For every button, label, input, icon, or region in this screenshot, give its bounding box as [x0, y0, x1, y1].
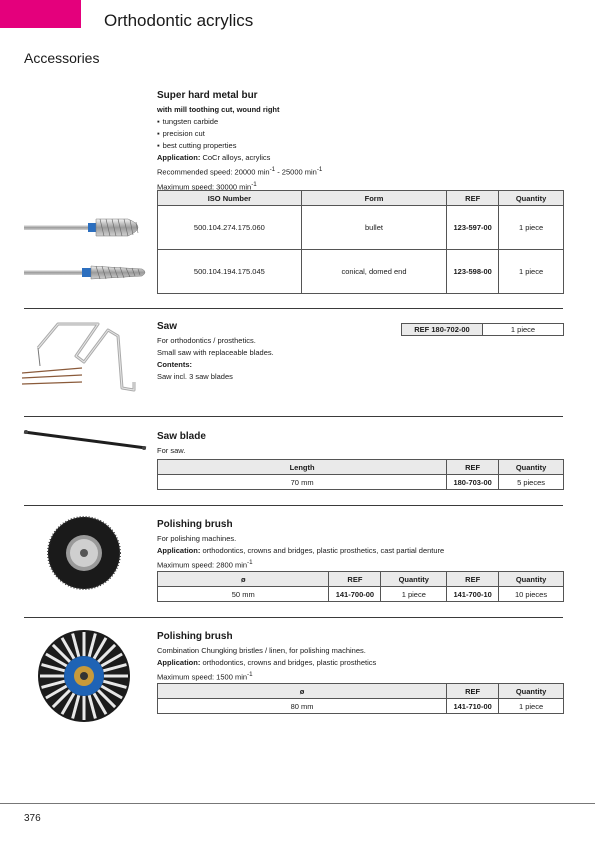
polishing-brush-50-table	[157, 571, 564, 602]
table-header-row	[158, 460, 564, 475]
page-title: Orthodontic acrylics	[104, 11, 254, 30]
iso-number-cell: 500.104.274.175.060	[158, 206, 302, 250]
header-quantity: Quantity	[499, 572, 564, 587]
contents-value: Saw incl. 3 saw blades	[157, 372, 233, 381]
feature-list	[157, 116, 322, 152]
product-subtitle: with mill toothing cut, wound right	[157, 105, 280, 114]
table-header-row	[158, 191, 564, 206]
quantity-cell: 5 pieces	[499, 475, 564, 490]
application-line: Application: orthodontics, crowns and bridges, plastic prosthetics	[157, 658, 377, 667]
section-divider	[24, 505, 563, 506]
header-quantity: Quantity	[499, 191, 564, 206]
saw-blade-image	[22, 428, 148, 452]
diameter-cell: 50 mm	[158, 587, 329, 602]
maximum-speed: Maximum speed: 30000 $\min^{-1}$	[157, 180, 257, 191]
product-name: Super hard metal bur	[157, 90, 258, 101]
list-item: ▪ best cutting properties	[157, 140, 322, 152]
header-quantity: Quantity	[381, 572, 447, 587]
polishing-brush-80-table	[157, 683, 564, 714]
section-divider	[24, 308, 563, 309]
table-row	[158, 475, 564, 490]
saw-image	[22, 318, 152, 398]
saw-ref: REF 180-702-00	[402, 324, 483, 336]
table-header-row	[158, 684, 564, 699]
list-item: ▪ tungsten carbide	[157, 116, 322, 128]
saw-blade-table	[157, 459, 564, 490]
ref-cell: 141-700-00	[329, 587, 381, 602]
saw-ref-box	[401, 323, 564, 336]
product-name: Saw	[157, 321, 178, 332]
header-iso-number: ISO Number	[158, 191, 302, 206]
product-saw-blade	[157, 430, 206, 457]
product-name: Polishing brush	[157, 519, 233, 530]
quantity-cell: 10 pieces	[499, 587, 564, 602]
table-row	[158, 699, 564, 714]
table-row	[158, 587, 564, 602]
header-form: Form	[301, 191, 447, 206]
form-cell: conical, domed end	[301, 250, 447, 294]
header-ref: REF	[447, 572, 499, 587]
length-cell: 70 mm	[158, 475, 447, 490]
contents-label: Contents:	[157, 360, 192, 369]
description-line: For saw.	[157, 446, 186, 455]
application-line: Application: CoCr alloys, acrylics	[157, 153, 271, 162]
header-diameter: ø	[158, 684, 447, 699]
description-line: For polishing machines.	[157, 534, 237, 543]
bur-table	[157, 190, 564, 294]
description-line: For orthodontics / prosthetics.	[157, 336, 256, 345]
accent-color-block	[0, 0, 81, 28]
header-ref: REF	[447, 191, 499, 206]
header-ref: REF	[329, 572, 381, 587]
description-line: Combination Chungking bristles / linen, for polishing machines.	[157, 646, 366, 655]
form-cell: bullet	[301, 206, 447, 250]
section-divider	[24, 617, 563, 618]
iso-number-cell: 500.104.194.175.045	[158, 250, 302, 294]
header-ref: REF	[447, 460, 499, 475]
table-header-row	[158, 572, 564, 587]
application-line: Application: orthodontics, crowns and bridges, plastic prosthetics, cast partial denture	[157, 546, 445, 555]
header-quantity: Quantity	[499, 684, 564, 699]
product-name: Saw blade	[157, 431, 206, 442]
ref-cell: 141-700-10	[447, 587, 499, 602]
bur-bullet-image	[24, 215, 150, 239]
header-length: Length	[158, 460, 447, 475]
section-title: Accessories	[24, 50, 100, 66]
footer-divider	[0, 803, 595, 804]
product-polishing-brush-80	[157, 630, 376, 684]
polishing-brush-50-image	[46, 515, 122, 591]
list-item: ▪ precision cut	[157, 128, 322, 140]
bur-conical-image	[24, 260, 150, 284]
header-quantity: Quantity	[499, 460, 564, 475]
polishing-brush-80-image	[36, 628, 132, 724]
header-diameter: ø	[158, 572, 329, 587]
page-number: 376	[24, 813, 41, 824]
header-ref: REF	[447, 684, 499, 699]
maximum-speed: Maximum speed: 2800 $\min^{-1}$	[157, 559, 253, 570]
quantity-cell: 1 piece	[381, 587, 447, 602]
section-divider	[24, 416, 563, 417]
saw-quantity: 1 piece	[483, 324, 564, 336]
ref-cell: 123-598-00	[447, 250, 499, 294]
product-saw	[157, 320, 274, 383]
product-bur	[157, 89, 322, 193]
quantity-cell: 1 piece	[499, 206, 564, 250]
quantity-cell: 1 piece	[499, 699, 564, 714]
table-row	[158, 206, 564, 250]
recommended-speed: Recommended speed: 20000 $\min^{-1} - 25000$ $\min^{-1}$	[157, 166, 323, 177]
quantity-cell: 1 piece	[499, 250, 564, 294]
product-polishing-brush-50	[157, 518, 444, 572]
maximum-speed: Maximum speed: 1500 $\min^{-1}$	[157, 671, 253, 682]
table-row	[158, 250, 564, 294]
description-line: Small saw with replaceable blades.	[157, 348, 274, 357]
ref-cell: 123-597-00	[447, 206, 499, 250]
ref-cell: 180-703-00	[447, 475, 499, 490]
product-name: Polishing brush	[157, 631, 233, 642]
ref-cell: 141-710-00	[447, 699, 499, 714]
diameter-cell: 80 mm	[158, 699, 447, 714]
